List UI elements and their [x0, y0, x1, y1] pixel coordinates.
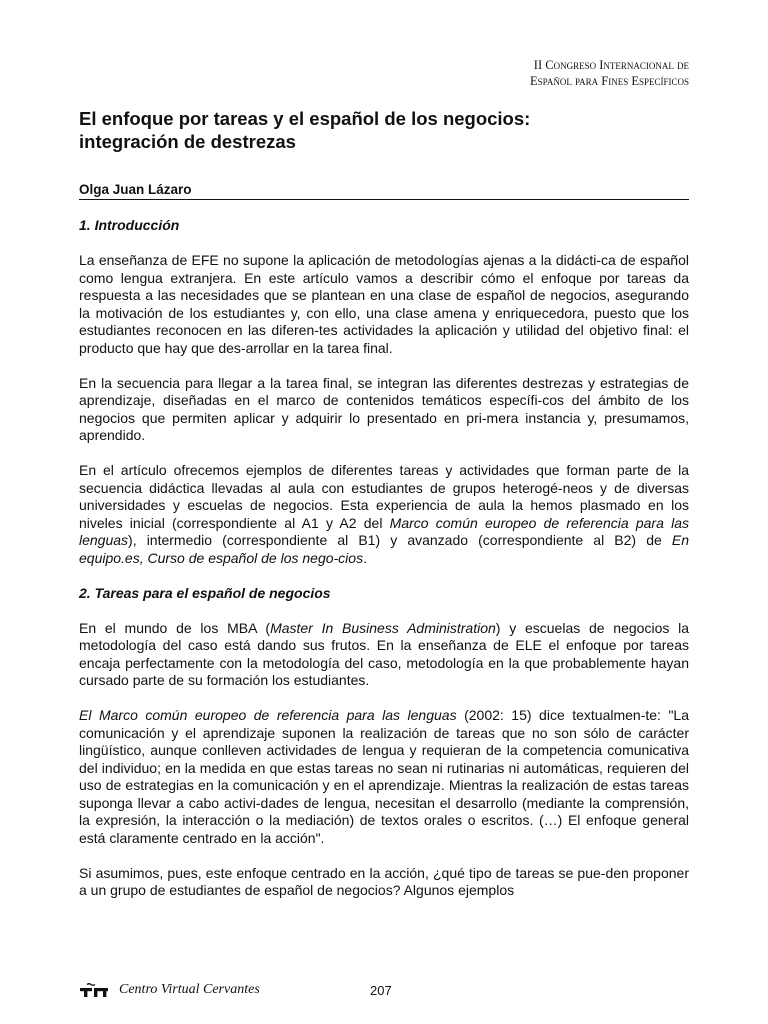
cervantes-logo-icon: [79, 982, 109, 998]
paragraph-intro-3: [79, 462, 689, 567]
italic-reference-en-equipo: En equipo.es, Curso de español de los nego-cios: [79, 532, 689, 566]
author-name: Olga Juan Lázaro: [79, 182, 192, 197]
paragraph-text: ), intermedio (correspondiente al B1) y avanzado (correspondiente al B2) de: [128, 532, 672, 548]
paragraph-text: En el mundo de los MBA (: [79, 619, 271, 636]
article-title-line-2: integración de destrezas: [79, 131, 296, 152]
section-heading-introduccion: 1. Introducción: [79, 217, 180, 233]
paragraph-intro-1: La enseñanza de EFE no supone la aplicación de metodologías ajenas a la didácti-ca de español como lengua extranjera. En este artículo vamos a describir cómo el enfoque por tareas da respuesta a las necesidades que se plantean en una clase de español de negocios, asegurando la motivación de los estudiantes y, con ello, una clase amena y enriquecedora, puesto que los estudiantes reconocen en las diferen-tes actividades la aplicación y utilidad del objetivo final: el producto que hay que des-arrollar en la tarea final.: [79, 252, 689, 356]
paragraph-text: (2002: 15) dice textualmen-te: "La comunicación y el aprendizaje suponen la realización de tareas que no son sólo de carácter lingüístico, aunque conlleven actividades de lengua y requieran de la competencia comunicativa del individuo; en la medida en que estas tareas no sean ni rutinarias ni automáticas, requieren del uso de estrategias en la comunicación y en el aprendizaje. Mientras la realización de estas tareas suponga llevar a cabo activi-dades de lengua, necesitan el desarrollo (mediante la comprensión, la expresión, la interacción o la mediación) de textos orales o escritos. (…) El enfoque general está claramente centrado en la acción".: [79, 707, 689, 846]
running-head: [530, 57, 689, 89]
italic-reference-marco: Marco común europeo de referencia para las lenguas: [79, 514, 689, 548]
paragraph-tareas-1: [79, 620, 689, 690]
article-body: [79, 217, 689, 900]
page-number: 207: [370, 983, 392, 998]
paragraph-text: ) y escuelas de negocios la metodología del caso está dando sus frutos. En la enseñanza de ELE el enfoque por tareas encaja perfectamente con la metodología del caso, metodología en la que probablemente hayan cursado parte de su formación los estudiantes.: [79, 619, 690, 688]
italic-term-mba: Master In Business Administration: [270, 619, 496, 636]
paragraph-text: En el artículo ofrecemos ejemplos de diferentes tareas y actividades que forman parte de la secuencia didáctica llevadas al aula con estudiantes de grupos heterogé-neos y de diversas universidades y escuelas de negocios. Esta experiencia de aula la hemos plasmado en los niveles inicial (correspondiente al A1 y A2 del: [79, 462, 689, 531]
section-heading-tareas: 2. Tareas para el español de negocios: [79, 584, 331, 601]
author-block: [79, 181, 689, 200]
footer-brand: Centro Virtual Cervantes: [119, 982, 260, 997]
paragraph-intro-2: En la secuencia para llegar a la tarea final, se integran las diferentes destrezas y estrategias de aprendizaje, diseñadas en el marco de contenidos temáticos específi-cos del ámbito de los negocios que permiten aplicar y adquirir lo presentado en pri-mera instancia y, presumamos, aprendido.: [79, 374, 689, 443]
article-title: [79, 107, 691, 153]
paragraph-tareas-2: [79, 707, 689, 847]
italic-reference-marco: El Marco común europeo de referencia para las lenguas: [79, 707, 457, 723]
page-footer: [79, 980, 689, 1000]
article-title-line-1: El enfoque por tareas y el español de los negocios:: [79, 108, 531, 129]
running-head-line-2: Español para Fines Específicos: [530, 74, 689, 88]
paragraph-tareas-3: Si asumimos, pues, este enfoque centrado en la acción, ¿qué tipo de tareas se pue-den proponer a un grupo de estudiantes de español de negocios? Algunos ejemplos: [79, 864, 689, 898]
paragraph-text: .: [363, 549, 367, 566]
running-head-line-1: II Congreso Internacional de: [533, 58, 689, 72]
